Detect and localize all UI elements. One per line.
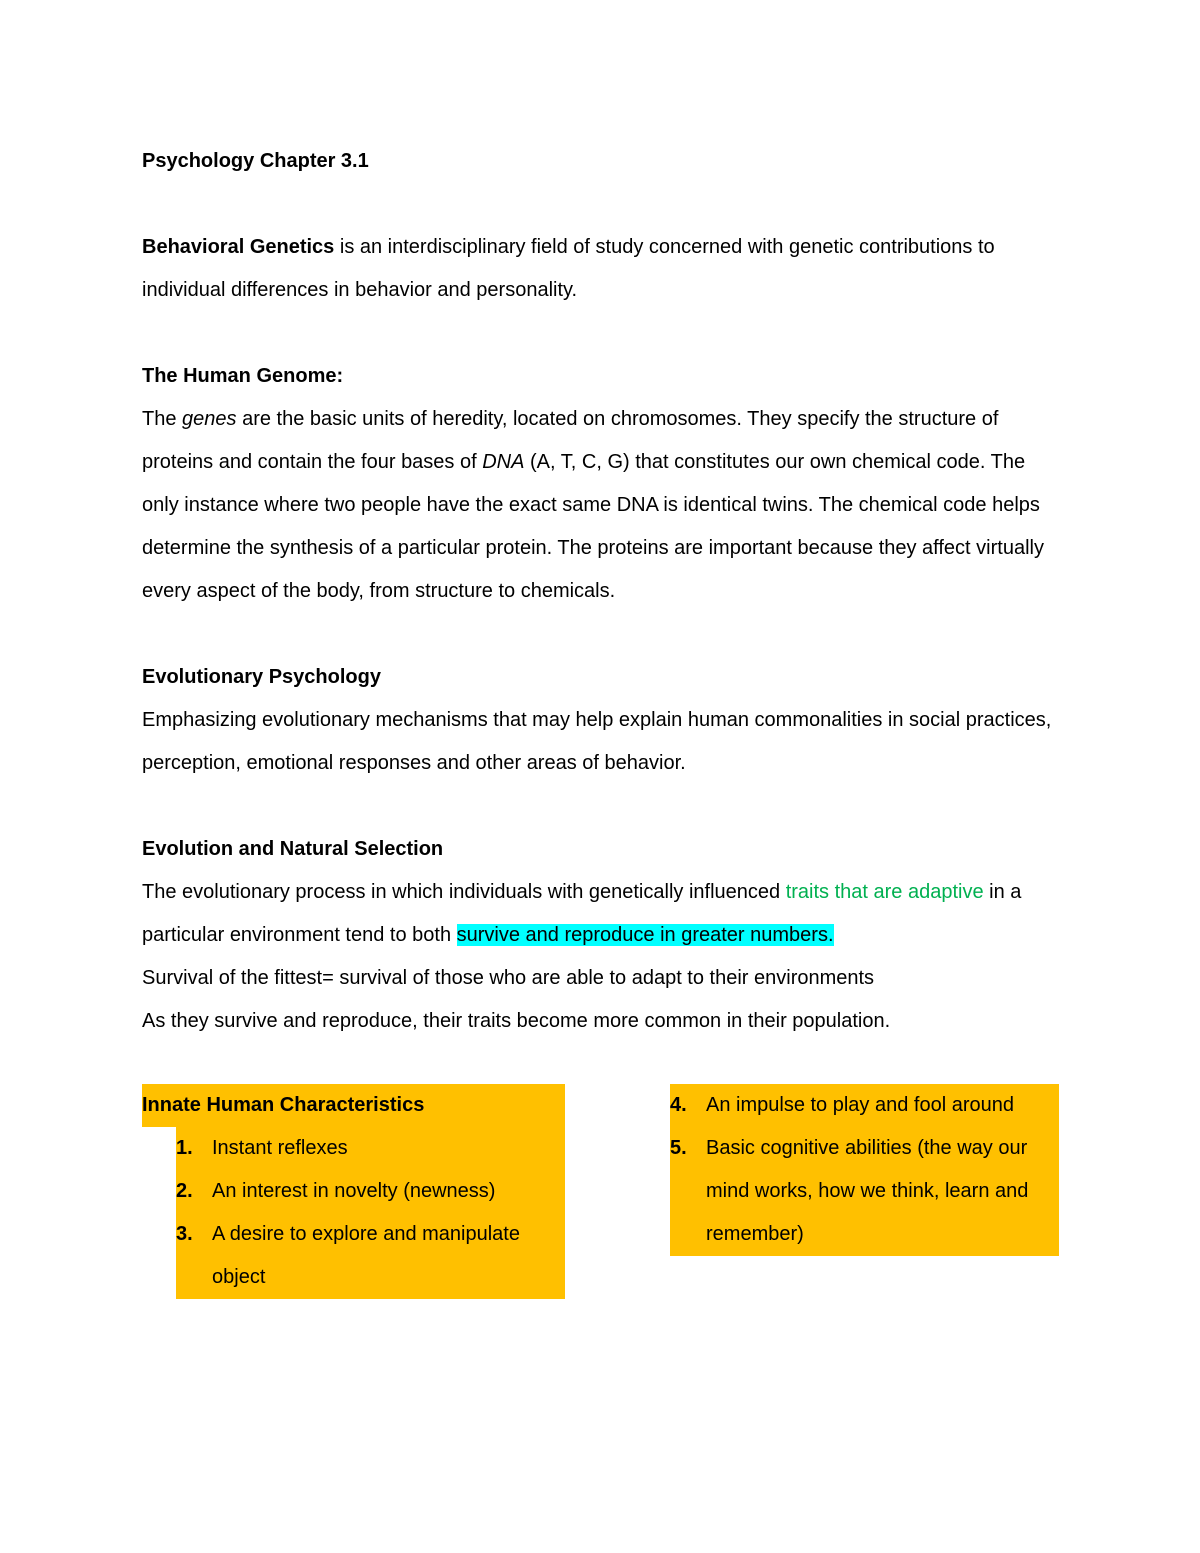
- highlighted-survive-text: survive and reproduce in greater numbers.: [456, 924, 834, 946]
- traits-common-line: As they survive and reproduce, their traits become more common in their population.: [142, 1010, 891, 1032]
- behavioral-genetics-paragraph: Behavioral Genetics is an interdisciplinary field of study concerned with genetic contributions to individual differences in behavior and personality.: [142, 236, 995, 301]
- natural-selection-heading: Evolution and Natural Selection: [142, 838, 444, 860]
- innate-heading: Innate Human Characteristics: [142, 1084, 565, 1127]
- human-genome-heading: The Human Genome:: [142, 365, 344, 387]
- innate-left-column: [142, 1084, 565, 1299]
- list-item: 4. An impulse to play and fool around: [670, 1084, 1059, 1127]
- innate-right-column: [670, 1084, 1059, 1256]
- survival-of-fittest-line: Survival of the fittest= survival of those who are able to adapt to their environments: [142, 967, 875, 989]
- page-title: Psychology Chapter 3.1: [142, 150, 369, 172]
- natural-selection-paragraph: The evolutionary process in which individuals with genetically influenced traits that are adaptive in a particular environment tend to both survive and reproduce in greater numbers.: [142, 881, 1022, 946]
- list-item: 3. A desire to explore and manipulate object: [176, 1213, 565, 1299]
- evolutionary-psychology-paragraph: Emphasizing evolutionary mechanisms that may help explain human commonalities in social practices, perception, emotional responses and other areas of behavior.: [142, 709, 1052, 774]
- list-item: 2. An interest in novelty (newness): [176, 1170, 565, 1213]
- list-item: 1. Instant reflexes: [176, 1127, 565, 1170]
- document-body: [142, 140, 1062, 1043]
- dna-term: DNA: [482, 451, 525, 473]
- adaptive-traits-text: traits that are adaptive: [785, 881, 984, 903]
- human-genome-paragraph: The genes are the basic units of heredity, located on chromosomes. They specify the structure of proteins and contain the four bases of DNA (A, T, C, G) that constitutes our own chemical code. The only instance where two people have the exact same DNA is identical twins. The chemical code helps determine the synthesis of a particular protein. The proteins are important because they affect virtually every aspect of the body, from structure to chemicals.: [142, 408, 1044, 602]
- behavioral-genetics-term: Behavioral Genetics: [142, 236, 335, 258]
- evolutionary-psychology-heading: Evolutionary Psychology: [142, 666, 381, 688]
- genes-term: genes: [182, 408, 237, 430]
- list-item: 5. Basic cognitive abilities (the way our mind works, how we think, learn and remember): [670, 1127, 1059, 1256]
